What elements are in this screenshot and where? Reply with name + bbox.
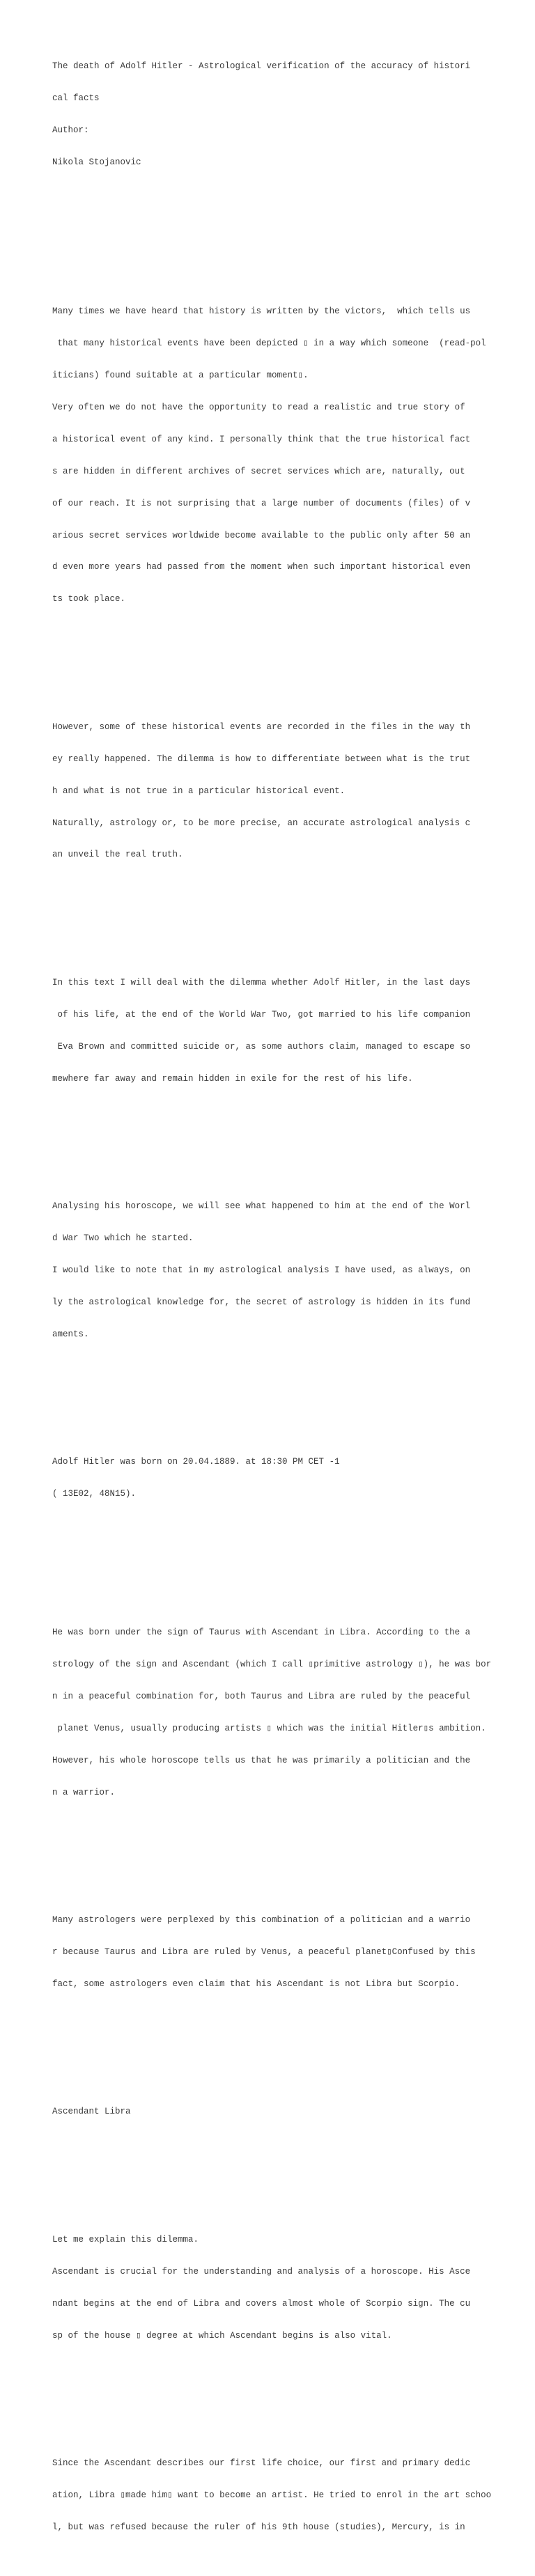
header-line: The death of Adolf Hitler - Astrological verification of the accuracy of histori: [52, 61, 471, 72]
document-header: [52, 40, 512, 189]
text-line: Since the Ascendant describes our first life choice, our first and primary dedic: [52, 2458, 471, 2469]
text-line: iticians) found suitable at a particular moment▯.: [52, 370, 309, 381]
text-line: Let me explain this dilemma.: [52, 2235, 199, 2245]
section-heading-ascendant-libra: Ascendant Libra: [52, 2107, 131, 2117]
header-line: cal facts: [52, 93, 100, 104]
text-line: ey really happened. The dilemma is how to differentiate between what is the trut: [52, 754, 471, 764]
text-line: Ascendant is crucial for the understanding and analysis of a horoscope. His Asce: [52, 2266, 471, 2277]
text-line: I would like to note that in my astrological analysis I have used, as always, on: [52, 1265, 471, 1276]
text-line: that many historical events have been depicted ▯ in a way which someone (read-pol: [52, 338, 486, 349]
text-line: sp of the house ▯ degree at which Ascendant begins is also vital.: [52, 2330, 392, 2341]
text-line: r because Taurus and Libra are ruled by Venus, a peaceful planet▯Confused by this: [52, 1947, 476, 1958]
paragraph-7: [52, 1894, 512, 2011]
paragraph-8: [52, 2213, 512, 2362]
text-line: of our reach. It is not surprising that a large number of documents (files) of v: [52, 498, 471, 508]
text-line: l, but was refused because the ruler of his 9th house (studies), Mercury, is in: [52, 2522, 465, 2533]
text-line: Very often we do not have the opportunity to read a realistic and true story of: [52, 402, 465, 412]
text-line: ation, Libra ▯made him▯ want to become an artist. He tried to enrol in the art schoo: [52, 2490, 492, 2501]
text-line: planet Venus, usually producing artists ▯ which was the initial Hitler▯s ambition.: [52, 1723, 486, 1733]
text-line: Many times we have heard that history is written by the victors, which tells us: [52, 306, 471, 317]
paragraph-3: [52, 956, 512, 1105]
text-line: He was born under the sign of Taurus with Ascendant in Libra. According to the a: [52, 1627, 471, 1638]
text-line: an unveil the real truth.: [52, 850, 183, 860]
text-line: However, his whole horoscope tells us that he was primarily a politician and the: [52, 1755, 471, 1765]
text-line: s are hidden in different archives of secret services which are, naturally, out: [52, 466, 465, 476]
text-line: ts took place.: [52, 594, 126, 604]
text-line: Many astrologers were perplexed by this combination of a politician and a warrio: [52, 1915, 471, 1926]
text-line: In this text I will deal with the dilemma whether Adolf Hitler, in the last days: [52, 978, 471, 988]
text-line: Naturally, astrology or, to be more precise, an accurate astrological analysis c: [52, 818, 471, 828]
text-line: arious secret services worldwide become available to the public only after 50 an: [52, 530, 471, 540]
author-label: Author:: [52, 125, 89, 136]
text-line: a historical event of any kind. I personally think that the true historical fact: [52, 434, 471, 444]
document-page: [52, 8, 512, 2576]
paragraph-1: [52, 286, 512, 627]
paragraph-6: [52, 1607, 512, 1820]
text-line: d even more years had passed from the moment when such important historical even: [52, 562, 471, 572]
paragraph-2: [52, 701, 512, 882]
text-line: n in a peaceful combination for, both Taurus and Libra are ruled by the peaceful: [52, 1691, 471, 1701]
section-heading: [52, 2086, 512, 2139]
text-line: strology of the sign and Ascendant (which I call ▯primitive astrology ▯), he was bor: [52, 1660, 492, 1670]
text-line: Eva Brown and committed suicide or, as some authors claim, managed to escape so: [52, 1041, 471, 1052]
text-line: fact, some astrologers even claim that his Ascendant is not Libra but Scorpio.: [52, 1978, 460, 1989]
text-line: h and what is not true in a particular historical event.: [52, 786, 346, 796]
text-line: ndant begins at the end of Libra and covers almost whole of Scorpio sign. The cu: [52, 2298, 471, 2309]
text-line: n a warrior.: [52, 1787, 116, 1797]
paragraph-9: [52, 2437, 512, 2554]
paragraph-4: [52, 1180, 512, 1361]
text-line: Analysing his horoscope, we will see what happened to him at the end of the Worl: [52, 1201, 471, 1212]
text-line: aments.: [52, 1329, 89, 1339]
text-line: d War Two which he started.: [52, 1233, 194, 1244]
text-line: ( 13E02, 48N15).: [52, 1489, 137, 1499]
paragraph-5: [52, 1436, 512, 1521]
text-line: ly the astrological knowledge for, the secret of astrology is hidden in its fund: [52, 1297, 471, 1307]
text-line: mewhere far away and remain hidden in exile for the rest of his life.: [52, 1073, 413, 1084]
author-name: Nikola Stojanovic: [52, 157, 141, 168]
text-line: Adolf Hitler was born on 20.04.1889. at 18:30 PM CET -1: [52, 1457, 340, 1467]
text-line: However, some of these historical events are recorded in the files in the way th: [52, 721, 471, 732]
text-line: of his life, at the end of the World War Two, got married to his life companion: [52, 1009, 471, 1020]
